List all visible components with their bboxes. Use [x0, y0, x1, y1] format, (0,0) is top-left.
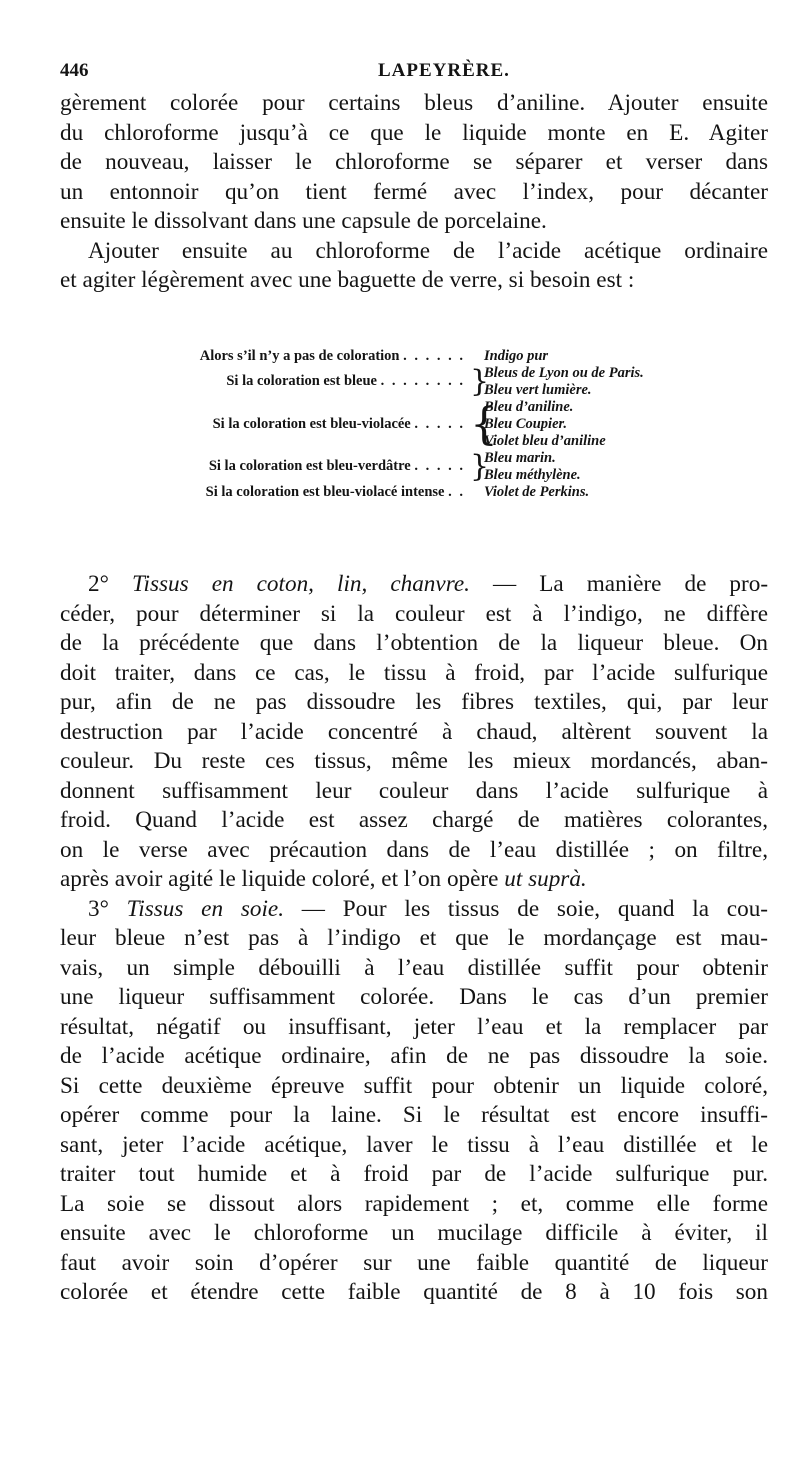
brace-icon: { — [470, 399, 498, 450]
text-line: sant, jeter l’acide acétique, laver le tissu à l’eau distillée et le — [60, 1131, 768, 1158]
condition-cell — [60, 458, 465, 475]
text-fragment: — Pour les tissus de soie, quand la cou- — [301, 895, 769, 922]
table-row — [60, 484, 768, 501]
condition-cell — [60, 348, 465, 365]
text-line: pur, afin de ne pas dissoudre les fibres textiles, qui, par leur — [60, 689, 768, 715]
leader-dots: . . . . . . . . — [380, 373, 465, 389]
section-number: 3° — [88, 895, 109, 922]
text-line: de l’acide acétique ordinaire, afin de ne pas dissoudre la soie. — [60, 1043, 768, 1069]
text-line: on le verse avec précaution dans de l’eau distillée ; on filtre, — [60, 836, 768, 863]
result-cell — [484, 484, 589, 501]
text-line: colorée et étendre cette faible quantité de 8 à 10 fois son — [60, 1279, 768, 1305]
result-value: Bleus de Lyon ou de Paris. — [484, 365, 644, 381]
text-line: opérer comme pour la laine. Si le résultat est encore insuffi- — [60, 1102, 768, 1128]
condition-text: Alors s’il n’y a pas de coloration — [199, 348, 400, 364]
text-line: leur bleue n’est pas à l’indigo et que le mordançage est mau- — [60, 925, 768, 951]
text-line: doit traiter, dans ce cas, le tissu à froid, par l’acide sulfurique — [60, 659, 768, 686]
table-row — [60, 365, 768, 399]
page-number: 446 — [60, 60, 89, 81]
brace-icon: } — [470, 364, 490, 399]
text-line: Si cette deuxième épreuve suffit pour obtenir un liquide coloré, — [60, 1072, 768, 1099]
table-row — [60, 348, 768, 365]
section-number: 2° — [88, 571, 109, 597]
text-line: faut avoir soin d’opérer sur une faible quantité de liqueur — [60, 1249, 768, 1276]
text-line: vais, un simple débouilli à l’eau distillée suffit pour obtenir — [60, 954, 768, 981]
text-line: de la précédente que dans l’obtention de la liqueur bleue. On — [60, 630, 768, 656]
result-cell — [484, 450, 581, 484]
italic-phrase: ut suprà. — [504, 866, 587, 892]
coloration-table — [60, 348, 768, 501]
text-line: destruction par l’acide concentré à chaud, altèrent souvent la — [60, 718, 768, 745]
text-line: du chloroforme jusqu’à ce que le liquide monte en E. Agiter — [60, 119, 768, 146]
condition-cell — [60, 373, 465, 390]
condition-cell — [60, 416, 465, 433]
text-line: gèrement colorée pour certains bleus d’aniline. Ajouter ensuite — [60, 90, 768, 116]
text-line: La soie se dissout alors rapidement ; et, comme elle forme — [60, 1190, 768, 1217]
result-cell — [484, 365, 644, 399]
result-value: Violet bleu d’aniline — [484, 433, 606, 449]
text-line: de nouveau, laisser le chloroforme se séparer et verser dans — [60, 149, 768, 175]
intro-paragraphs — [60, 89, 768, 296]
page-header — [60, 60, 760, 88]
text-line: céder, pour déterminer si la couleur est à l’indigo, ne diffère — [60, 600, 768, 627]
text-line: couleur. Du reste ces tissus, même les mieux mordancés, aban- — [60, 748, 768, 774]
result-cell — [484, 348, 548, 365]
text-line: ensuite le dissolvant dans une capsule de porcelaine. — [60, 208, 547, 234]
condition-text: Si la coloration est bleu-verdâtre — [208, 458, 411, 474]
condition-cell — [60, 484, 465, 501]
leader-dots: . . . . . — [414, 458, 465, 474]
text-line: ensuite avec le chloroforme un mucilage difficile à éviter, il — [60, 1220, 768, 1246]
text-line: résultat, négatif ou insuffisant, jeter l’eau et la remplacer par — [60, 1013, 768, 1040]
text-line — [60, 865, 768, 895]
section-heading-line — [60, 895, 768, 925]
result-value: Bleu vert lumière. — [484, 382, 592, 398]
result-value: Indigo pur — [484, 348, 549, 364]
section-title: Tissus en coton, lin, chanvre. — [131, 571, 470, 597]
text-line: une liqueur suffisamment colorée. Dans le cas d’un premier — [60, 984, 768, 1010]
section-heading-line — [60, 570, 768, 600]
running-head: LAPEYRÈRE. — [378, 60, 510, 81]
condition-text: Si la coloration est bleu-violacée — [212, 416, 411, 432]
text-line: Ajouter ensuite au chloroforme de l’acide acétique ordinaire — [88, 237, 768, 264]
table-row — [60, 450, 768, 484]
text-line: et agiter légèrement avec une baguette de verre, si besoin est : — [60, 267, 635, 293]
leader-dots: . . . . . — [414, 416, 465, 432]
text-line: traiter tout humide et à froid par de l’acide sulfurique pur. — [60, 1161, 768, 1187]
condition-text: Si la coloration est bleu-violacé intense — [205, 484, 445, 500]
brace-icon: } — [470, 449, 490, 484]
result-value: Bleu méthylène. — [484, 467, 581, 483]
section-title: Tissus en soie. — [126, 895, 284, 922]
text-line: un entonnoir qu’on tient fermé avec l’index, pour décanter — [60, 178, 768, 205]
text-fragment: — La manière de pro- — [493, 571, 769, 597]
condition-text: Si la coloration est bleue — [226, 373, 377, 389]
table-row — [60, 399, 768, 450]
result-value: Bleu d’aniline. — [484, 399, 574, 415]
leader-dots: . . — [448, 484, 465, 500]
result-value: Bleu Coupier. — [484, 416, 567, 432]
result-cell — [484, 399, 606, 450]
text-fragment: après avoir agité le liquide coloré, et l’on opère — [60, 866, 499, 892]
text-line: froid. Quand l’acide est assez chargé de matières colorantes, — [60, 807, 768, 833]
result-value: Violet de Perkins. — [484, 484, 590, 500]
text-line: donnent suffisamment leur couleur dans l’acide sulfurique à — [60, 777, 768, 804]
result-value: Bleu marin. — [484, 450, 556, 466]
leader-dots: . . . . . . — [403, 348, 465, 364]
body-sections — [60, 570, 768, 1308]
